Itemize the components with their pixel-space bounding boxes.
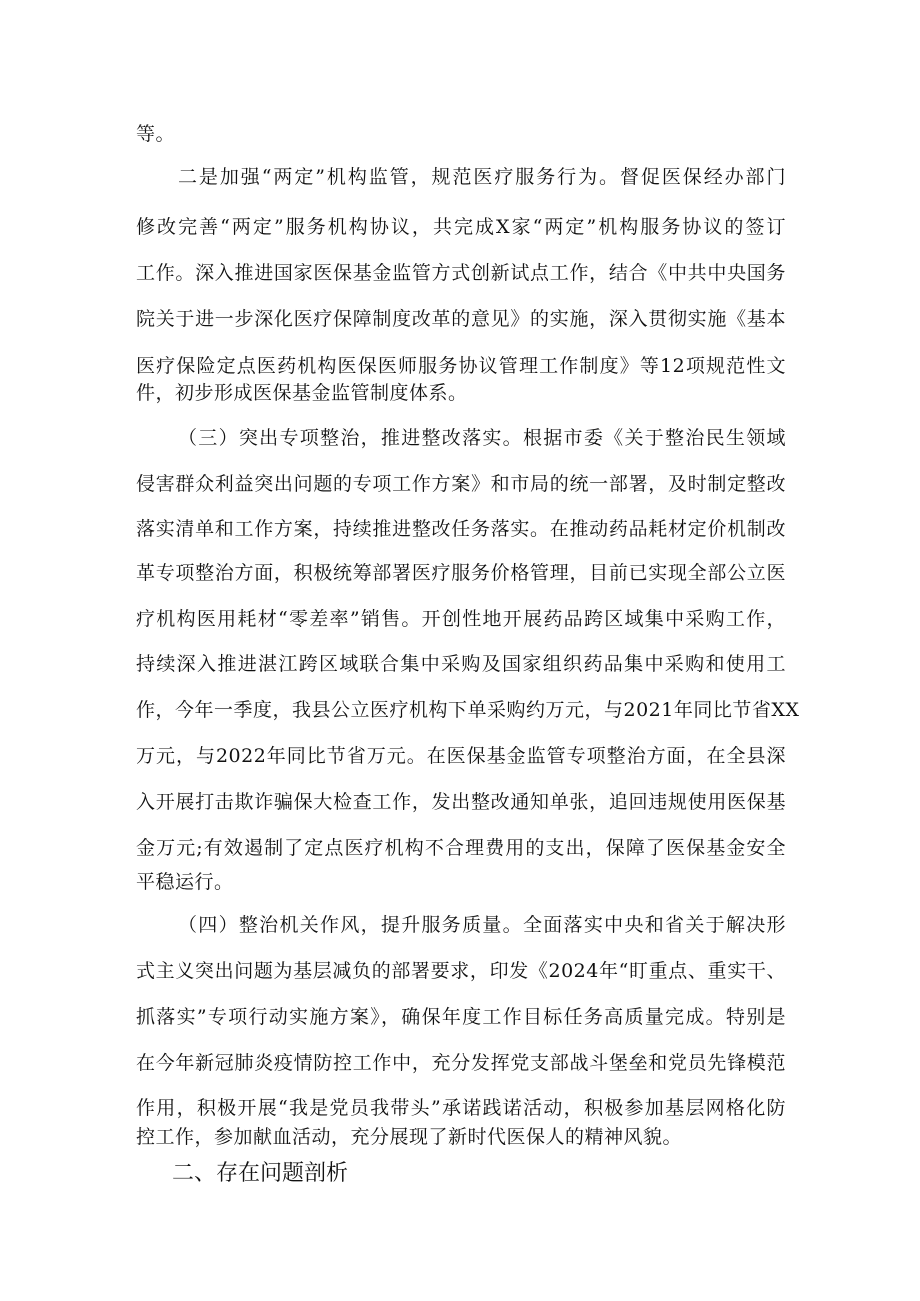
paragraph-line: 在今年新冠肺炎疫情防控工作中，充分发挥党支部战斗堡垒和党员先锋模范 <box>136 1052 786 1074</box>
paragraph-line: 万元，与2022年同比节省万元。在医保基金监管专项整治方面，在全县深 <box>136 745 786 767</box>
paragraph-line: 持续深入推进湛江跨区域联合集中采购及国家组织药品集中采购和使用工 <box>136 653 786 675</box>
paragraph-line: 抓落实”专项行动实施方案》，确保年度工作目标任务高质量完成。特别是 <box>136 1006 786 1028</box>
paragraph-line: （三）突出专项整治，推进整改落实。根据市委《关于整治民生领域 <box>178 427 786 449</box>
paragraph-line: 等。 <box>136 123 176 145</box>
paragraph-line: 修改完善“两定”服务机构协议，共完成X家“两定”机构服务协议的签订 <box>136 216 786 238</box>
paragraph-line: 金万元;有效遏制了定点医疗机构不合理费用的支出，保障了医保基金安全 <box>136 837 786 859</box>
paragraph-line: 平稳运行。 <box>136 871 234 893</box>
paragraph-line: 革专项整治方面，积极统筹部署医疗服务价格管理，目前已实现全部公立医 <box>136 562 786 584</box>
paragraph-line: 工作。深入推进国家医保基金监管方式创新试点工作，结合《中共中央国务 <box>136 262 786 284</box>
paragraph-line: 控工作，参加献血活动，充分展现了新时代医保人的精神风貌。 <box>136 1126 683 1148</box>
paragraph-line: 疗机构医用耗材“零差率”销售。开创性地开展药品跨区域集中采购工作， <box>136 608 786 630</box>
paragraph-line: 二是加强“两定”机构监管，规范医疗服务行为。督促医保经办部门 <box>178 166 786 188</box>
paragraph-line: 院关于进一步深化医疗保障制度改革的意见》的实施，深入贯彻实施《基本 <box>136 308 786 330</box>
paragraph-line: 医疗保险定点医药机构医保医师服务协议管理工作制度》等12项规范性文 <box>136 355 786 377</box>
paragraph-line: 侵害群众利益突出问题的专项工作方案》和市局的统一部署，及时制定整改 <box>136 473 786 495</box>
paragraph-line: 式主义突出问题为基层减负的部署要求，印发《2024年“盯重点、重实干、 <box>136 960 786 982</box>
paragraph-line: 件，初步形成医保基金监管制度体系。 <box>136 382 468 404</box>
paragraph-line: 入开展打击欺诈骗保大检查工作，发出整改通知单张，追回违规使用医保基 <box>136 791 786 813</box>
paragraph-line: 落实清单和工作方案，持续推进整改任务落实。在推动药品耗材定价机制改 <box>136 518 786 540</box>
paragraph-line: 作，今年一季度，我县公立医疗机构下单采购约万元，与2021年同比节省XX <box>136 699 800 721</box>
paragraph-line: 作用，积极开展“我是党员我带头”承诺践诺活动，积极参加基层网格化防 <box>136 1097 786 1119</box>
section-heading: 二、存在问题剖析 <box>172 1161 349 1186</box>
paragraph-line: （四）整治机关作风，提升服务质量。全面落实中央和省关于解决形 <box>178 914 786 936</box>
